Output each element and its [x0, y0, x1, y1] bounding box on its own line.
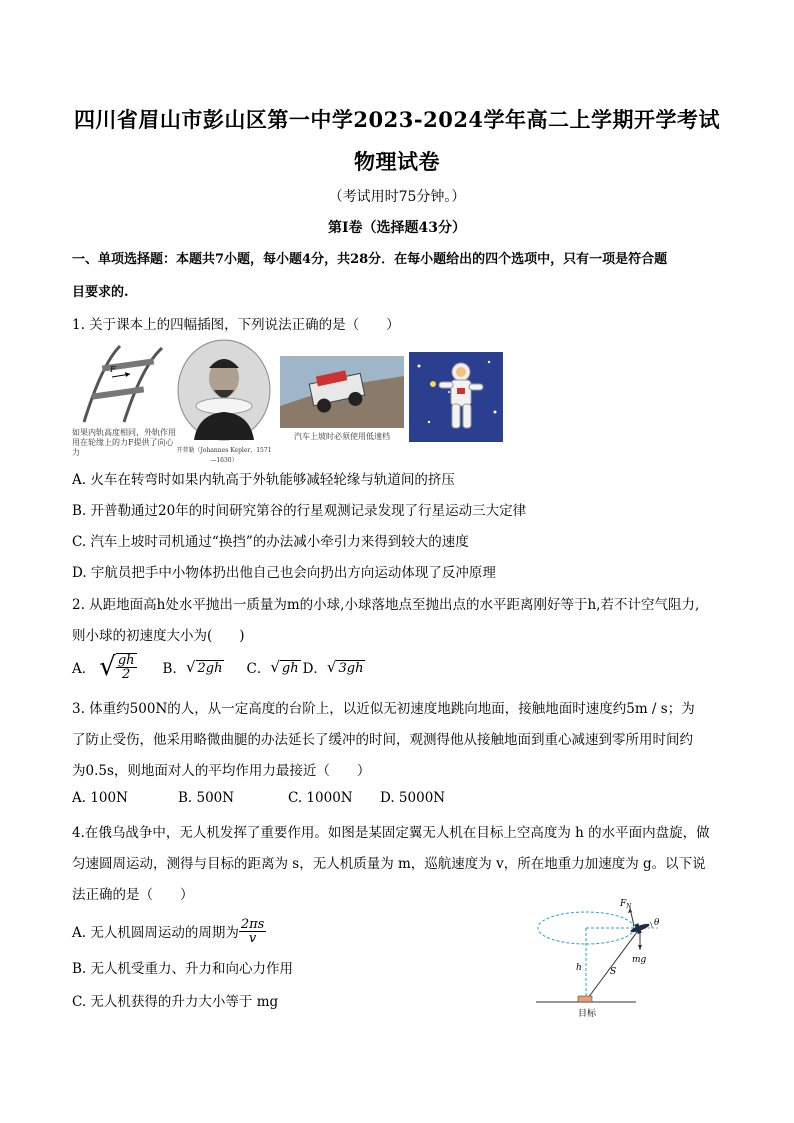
question-1-option-a: A. 火车在转弯时如果内轨高于外轨能够减轻轮缘与轨道间的挤压 [72, 472, 455, 488]
q2-option-b-formula: √ 2gh [185, 658, 223, 676]
angle-theta-label: θ [654, 918, 660, 928]
q3-option-b: B. 500N [178, 790, 235, 806]
rail-track-caption: 如果内轨高度相同，外轨作用用在轮缘上的力F提供了向心力 [72, 428, 176, 457]
q3-option-c: C. 1000N [288, 790, 353, 806]
question-4-line-1: 4.在俄乌战争中，无人机发挥了重要作用。如图是某固定翼无人机在目标上空高度为 h 的水平面内盘旋，做 [72, 825, 710, 841]
figure-drone-circle [536, 892, 686, 1022]
lift-force-label [619, 899, 632, 910]
target-label: 目标 [578, 1009, 597, 1019]
time-note: （考试用时75分钟。） [328, 189, 466, 205]
q2-option-d-formula: √ 3gh [326, 658, 364, 676]
q2-option-b-radicand: 2gh [197, 661, 223, 676]
q2-option-a-denominator: 2 [122, 667, 131, 682]
kepler-caption: 开普勒（Johannes Kepler，1571—1630） [176, 447, 272, 464]
q4-option-a-fraction [239, 918, 267, 945]
q4-option-a-denominator: v [248, 930, 257, 946]
q2-option-c-label: C． [246, 661, 271, 677]
rail-track-drawing [72, 344, 172, 424]
car-uphill-caption: 汽车上坡时必须使用低速档 [294, 432, 390, 441]
figure-kepler-portrait [176, 338, 272, 464]
drone-circle-diagram [536, 892, 686, 1022]
gravity-mg-label: mg [632, 955, 647, 965]
question-3-line-3: 为0.5s，则地面对人的平均作用力最接近（ ） [72, 763, 371, 779]
figure-rail-track [72, 344, 176, 457]
question-4-option-a [72, 914, 266, 948]
question-4-line-3: 法正确的是（ ） [72, 887, 194, 903]
question-4-line-2: 匀速圆周运动，测得与目标的距离为 s，无人机质量为 m，巡航速度为 v，所在地重力加速度为 g。以下说 [72, 856, 706, 872]
q3-option-d: D. 5000N [380, 790, 446, 806]
q2-option-c-formula: √ gh [270, 658, 299, 676]
q2-option-d-radicand: 3gh [338, 661, 364, 676]
q2-option-d-label: D． [302, 661, 327, 677]
kepler-portrait-drawing [176, 338, 272, 442]
q2-option-a-formula: √ $\frac{gh}{2}$ [99, 652, 135, 682]
distance-s-label: S [610, 967, 617, 977]
q4-option-a-text: A. 无人机圆周运动的周期为 [72, 925, 239, 941]
lift-force-subscript: N [626, 903, 632, 910]
astronaut-drawing [409, 352, 503, 442]
q3-option-a: A. 100N [72, 790, 128, 806]
page-subtitle: 物理试卷 [354, 149, 440, 174]
q4-option-a-numerator: 2πs [240, 916, 265, 932]
q2-option-c-radicand: gh [281, 661, 299, 676]
height-h-label: h [576, 963, 582, 973]
question-1-stem: 1. 关于课本上的四幅插图，下列说法正确的是（ ） [72, 317, 400, 333]
question-3-options [72, 790, 445, 806]
q2-option-b-label: B． [162, 661, 186, 677]
lift-force-symbol: F [620, 899, 627, 909]
question-4-option-b: B. 无人机受重力、升力和向心力作用 [72, 961, 294, 977]
q2-option-a-label: A． [72, 661, 96, 677]
page-title: 四川省眉山市彭山区第一中学2023-2024学年高二上学期开学考试 [73, 107, 721, 132]
question-3-line-2: 了防止受伤，他采用略微曲腿的办法延长了缓冲的时间，观测得他从接触地面到重心减速到零所用时间约 [72, 732, 693, 748]
instructions-line-2: 目要求的. [72, 285, 129, 300]
force-f-label: F [110, 365, 116, 374]
question-2-stem-line-2: 则小球的初速度大小为( ) [72, 628, 245, 644]
question-3-line-1: 3. 体重约500N的人，从一定高度的台阶上，以近似无初速度地跳向地面，接触地面时速度约5m / s；为 [72, 701, 695, 717]
question-2-stem-line-1: 2. 从距地面高h处水平抛出一质量为m的小球,小球落地点至抛出点的水平距离刚好等于h,若不计空气阻力, [72, 597, 700, 613]
instructions-line-1: 一、单项选择题：本题共7小题，每小题4分，共28分．在每小题给出的四个选项中，只有一项是符合题 [72, 252, 668, 267]
figure-car-uphill [280, 356, 404, 444]
figure-astronaut [409, 352, 503, 442]
question-1-option-d: D. 宇航员把手中小物体扔出他自己也会向扔出方向运动体现了反冲原理 [72, 565, 496, 581]
car-uphill-drawing [280, 356, 404, 428]
question-1-option-c: C. 汽车上坡时司机通过“换挡”的办法减小牵引力来得到较大的速度 [72, 534, 469, 550]
question-4-option-c: C. 无人机获得的升力大小等于 mg [72, 994, 279, 1010]
q2-option-a-numerator: gh [117, 653, 135, 668]
section-title: 第Ⅰ卷（选择题43分） [327, 220, 467, 236]
question-1-option-b: B. 开普勒通过20年的时间研究第谷的行星观测记录发现了行星运动三大定律 [72, 503, 527, 519]
question-2-options [72, 650, 365, 684]
